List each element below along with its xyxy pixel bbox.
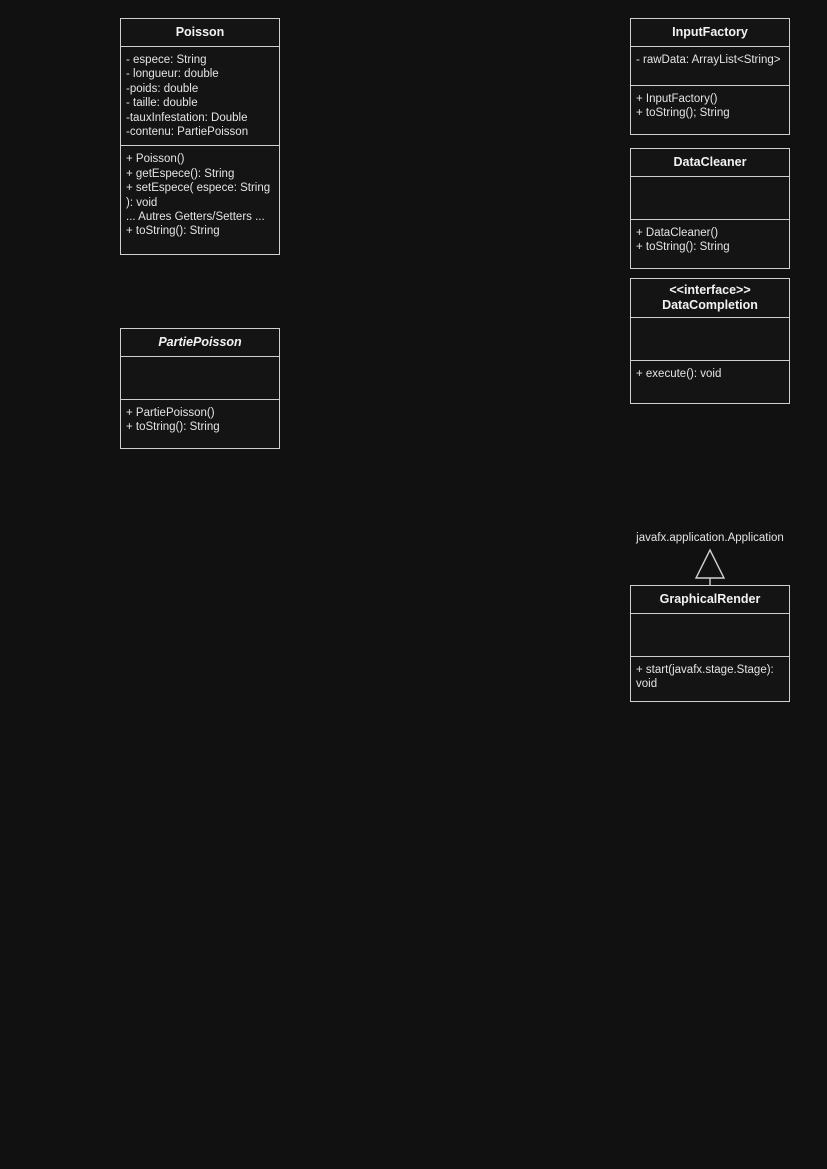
uml-attribute: - rawData: ArrayList<String> [636, 54, 781, 66]
uml-class-name: DataCleaner [631, 149, 789, 177]
uml-attribute: -contenu: PartiePoisson [126, 126, 249, 139]
uml-operations-compartment [121, 400, 279, 448]
generalization-arrow-icon [630, 548, 790, 588]
uml-operations-compartment [631, 220, 789, 268]
uml-operation: + InputFactory() [636, 93, 718, 105]
uml-operation: + Poisson() [126, 153, 185, 166]
uml-attributes-compartment [121, 357, 279, 400]
uml-class-graphicalrender[interactable] [630, 585, 790, 702]
uml-class-name: Poisson [121, 19, 279, 47]
uml-attributes-compartment [631, 318, 789, 361]
uml-attributes-compartment [631, 614, 789, 657]
uml-class-header [631, 279, 789, 318]
uml-class-name: PartiePoisson [121, 329, 279, 357]
uml-attribute: - espece: String [126, 54, 207, 66]
uml-class-partiepoisson[interactable] [120, 328, 280, 449]
uml-operation: + toString(): String [636, 241, 730, 254]
uml-attribute: - longueur: double [126, 68, 219, 81]
uml-attribute: - taille: double [126, 97, 198, 110]
uml-class-datacleaner[interactable] [630, 148, 790, 269]
generalization-target-label: javafx.application.Application [636, 532, 784, 544]
uml-stereotype: <<interface>> [669, 283, 751, 297]
uml-operation: + execute(): void [636, 368, 722, 380]
uml-operation: + toString(): String [126, 421, 220, 434]
uml-class-name: InputFactory [631, 19, 789, 47]
uml-operation: + toString(); String [636, 107, 730, 120]
uml-attributes-compartment [631, 47, 789, 86]
uml-operation: + PartiePoisson() [126, 407, 215, 419]
uml-operation: + getEspece(): String [126, 167, 235, 180]
uml-attributes-compartment [631, 177, 789, 220]
uml-class-name: DataCompletion [662, 298, 758, 312]
uml-operation: + DataCleaner() [636, 227, 719, 239]
uml-operations-compartment [121, 146, 279, 254]
uml-class-name: GraphicalRender [631, 586, 789, 614]
uml-operations-compartment [631, 657, 789, 701]
uml-attributes-compartment [121, 47, 279, 146]
uml-operation: + toString(): String [126, 225, 220, 238]
uml-class-poisson[interactable] [120, 18, 280, 255]
uml-operation: ... Autres Getters/Setters ... [126, 211, 265, 224]
uml-interface-datacompletion[interactable] [630, 278, 790, 404]
uml-attribute: -tauxInfestation: Double [126, 111, 248, 124]
uml-attribute: -poids: double [126, 82, 199, 95]
uml-class-inputfactory[interactable] [630, 18, 790, 135]
uml-operations-compartment [631, 361, 789, 403]
uml-operation: + start(javafx.stage.Stage): void [636, 664, 774, 691]
uml-operations-compartment [631, 86, 789, 134]
uml-operation: + setEspece( espece: String ): void [126, 182, 271, 209]
